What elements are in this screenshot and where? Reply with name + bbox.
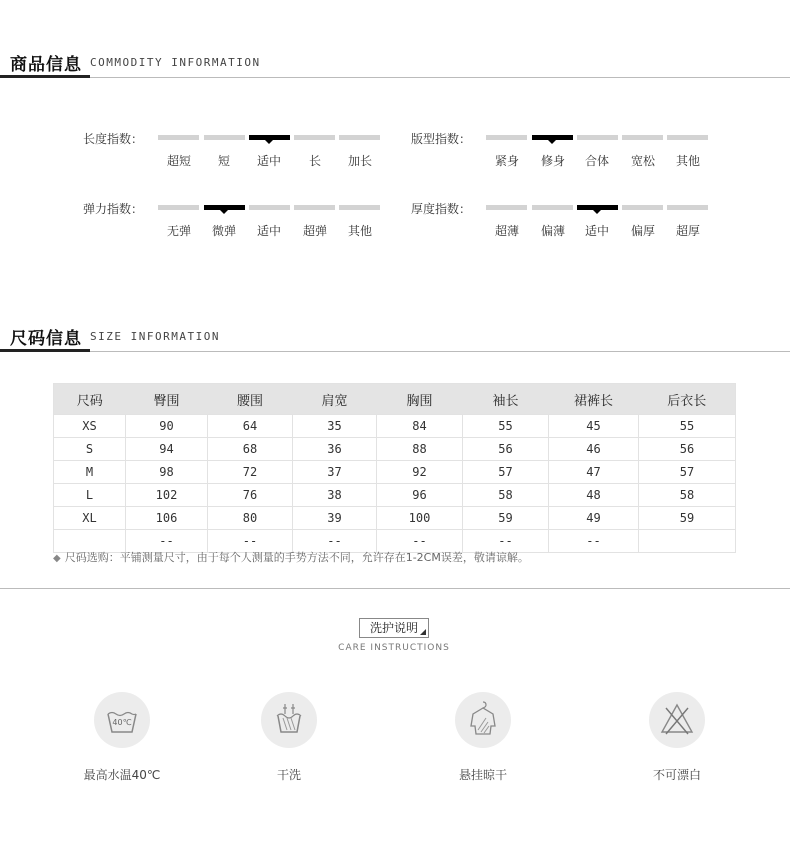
table-cell: 58	[639, 484, 736, 507]
index-segment	[339, 205, 380, 210]
table-row	[54, 484, 736, 507]
column-header: 臀围	[126, 384, 208, 415]
hang-dry-icon	[455, 692, 511, 748]
index-segment	[339, 135, 380, 140]
table-cell: --	[377, 530, 463, 553]
column-header: 尺码	[54, 384, 126, 415]
table-cell: 84	[377, 415, 463, 438]
table-cell: 96	[377, 484, 463, 507]
table-cell: 55	[463, 415, 549, 438]
divider	[0, 77, 790, 78]
commodity-subtitle: COMMODITY INFORMATION	[90, 56, 261, 69]
no-bleach-icon	[649, 692, 705, 748]
column-header: 胸围	[377, 384, 463, 415]
table-cell: 57	[463, 461, 549, 484]
index-option: 宽松	[630, 154, 655, 168]
size-title: 尺码信息	[10, 329, 82, 349]
table-cell: 98	[126, 461, 208, 484]
index-option: 无弹	[166, 224, 191, 238]
index-segment	[294, 205, 335, 210]
table-cell	[639, 530, 736, 553]
size-table	[53, 383, 736, 553]
column-header: 裙裤长	[549, 384, 639, 415]
care-title: 洗护说明	[369, 621, 418, 635]
divider	[0, 588, 790, 589]
diamond-bullet-icon: ◆	[53, 553, 61, 564]
header-accent-bar	[0, 349, 90, 352]
table-cell: 58	[463, 484, 549, 507]
commodity-header	[0, 50, 790, 80]
table-cell: --	[126, 530, 208, 553]
index-label: 弹力指数：	[83, 202, 144, 216]
table-cell: 56	[639, 438, 736, 461]
table-cell: 49	[549, 507, 639, 530]
table-cell: 88	[377, 438, 463, 461]
dry-clean-icon	[261, 692, 317, 748]
table-cell: --	[208, 530, 293, 553]
table-cell: 92	[377, 461, 463, 484]
index-segment	[667, 135, 708, 140]
index-option: 其他	[347, 224, 372, 238]
index-option: 其他	[675, 154, 700, 168]
table-cell: 94	[126, 438, 208, 461]
index-segment	[486, 205, 527, 210]
care-label: 悬挂晾干	[458, 768, 507, 782]
size-note	[53, 549, 529, 565]
index-option: 长	[308, 154, 321, 168]
header-accent-bar	[0, 75, 90, 78]
table-cell: 39	[293, 507, 377, 530]
table-row	[54, 415, 736, 438]
index-segment-selected	[204, 205, 245, 210]
care-title-box	[359, 618, 429, 638]
care-subtitle: CARE INSTRUCTIONS	[338, 643, 450, 653]
index-label: 版型指数：	[411, 132, 472, 146]
index-option: 修身	[540, 154, 565, 168]
index-segment	[486, 135, 527, 140]
divider	[0, 351, 790, 352]
table-cell: L	[54, 484, 126, 507]
table-cell: 36	[293, 438, 377, 461]
table-cell: 76	[208, 484, 293, 507]
table-cell: 37	[293, 461, 377, 484]
index-option: 超弹	[302, 224, 327, 238]
table-cell: 35	[293, 415, 377, 438]
table-cell: 55	[639, 415, 736, 438]
care-label: 不可漂白	[652, 768, 701, 782]
table-cell: S	[54, 438, 126, 461]
index-segment	[532, 205, 573, 210]
index-label: 厚度指数：	[411, 202, 472, 216]
table-header-row	[54, 384, 736, 415]
index-segment	[577, 135, 618, 140]
table-row	[54, 507, 736, 530]
index-segment	[158, 135, 199, 140]
table-cell: 38	[293, 484, 377, 507]
table-cell: 47	[549, 461, 639, 484]
index-option: 适中	[584, 224, 609, 238]
column-header: 腰围	[208, 384, 293, 415]
table-cell: --	[549, 530, 639, 553]
table-cell: --	[293, 530, 377, 553]
column-header: 后衣长	[639, 384, 736, 415]
index-segment-selected	[249, 135, 290, 140]
wash-40-icon	[94, 692, 150, 748]
index-label: 长度指数：	[83, 132, 144, 146]
table-cell: 64	[208, 415, 293, 438]
index-segment	[622, 205, 663, 210]
size-header	[0, 324, 790, 354]
table-cell: XL	[54, 507, 126, 530]
index-option: 超厚	[675, 224, 700, 238]
corner-triangle-icon	[420, 629, 426, 635]
index-segment-selected	[577, 205, 618, 210]
commodity-title: 商品信息	[10, 55, 82, 75]
index-segment	[622, 135, 663, 140]
column-header: 肩宽	[293, 384, 377, 415]
table-row	[54, 438, 736, 461]
index-option: 超薄	[494, 224, 519, 238]
table-cell: 68	[208, 438, 293, 461]
index-option: 合体	[584, 154, 609, 168]
index-option: 短	[217, 154, 230, 168]
index-option: 微弹	[211, 224, 236, 238]
care-label: 最高水温40℃	[83, 768, 161, 782]
size-note-text: 尺码选购：平铺测量尺寸，由于每个人测量的手势方法不同，允许存在1-2CM误差，敬请谅解。	[64, 551, 529, 564]
table-cell: 106	[126, 507, 208, 530]
care-label: 干洗	[276, 768, 301, 782]
index-option: 紧身	[494, 154, 519, 168]
column-header: 袖长	[463, 384, 549, 415]
table-cell: 102	[126, 484, 208, 507]
index-segment	[158, 205, 199, 210]
index-option: 加长	[347, 154, 372, 168]
size-subtitle: SIZE INFORMATION	[90, 330, 220, 343]
index-option: 偏厚	[630, 224, 655, 238]
table-cell: XS	[54, 415, 126, 438]
table-cell: 59	[639, 507, 736, 530]
table-cell: M	[54, 461, 126, 484]
wash-temp-text: 40℃	[112, 718, 132, 727]
table-cell: 56	[463, 438, 549, 461]
table-cell: 80	[208, 507, 293, 530]
index-option: 适中	[256, 224, 281, 238]
index-segment	[204, 135, 245, 140]
index-option: 适中	[256, 154, 281, 168]
table-cell: 57	[639, 461, 736, 484]
table-cell: --	[463, 530, 549, 553]
table-cell: 46	[549, 438, 639, 461]
index-option: 超短	[166, 154, 191, 168]
table-cell: 45	[549, 415, 639, 438]
index-segment	[249, 205, 290, 210]
table-cell: 48	[549, 484, 639, 507]
table-cell: 72	[208, 461, 293, 484]
index-option: 偏薄	[540, 224, 565, 238]
index-segment	[667, 205, 708, 210]
table-row	[54, 461, 736, 484]
table-cell: 90	[126, 415, 208, 438]
table-cell: 59	[463, 507, 549, 530]
table-cell: 100	[377, 507, 463, 530]
index-segment-selected	[532, 135, 573, 140]
index-segment	[294, 135, 335, 140]
